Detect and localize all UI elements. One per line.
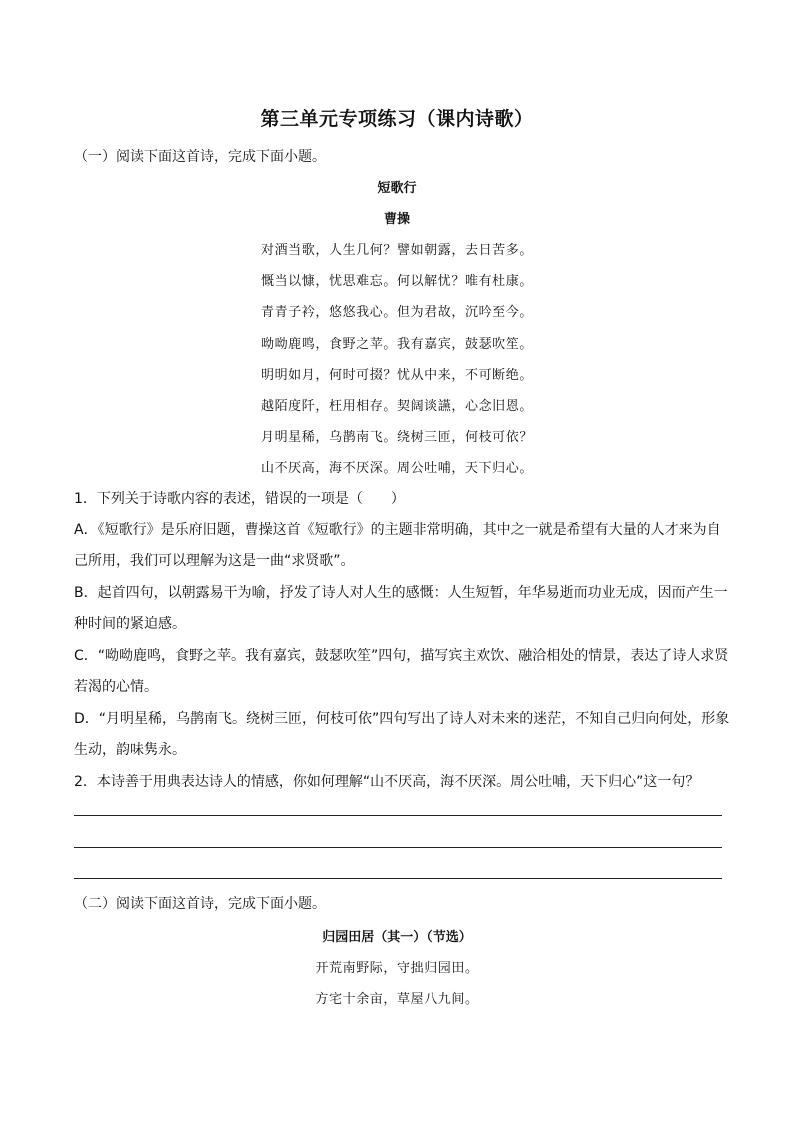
poem-1-title: 短歌行 bbox=[377, 181, 417, 196]
section-1-heading: （一）阅读下面这首诗，完成下面小题。 bbox=[74, 149, 326, 165]
poem-1-line: 对酒当歌，人生几何？譬如朝露，去日苦多。 bbox=[260, 243, 533, 258]
answer-line[interactable] bbox=[74, 878, 722, 879]
page-title: 第三单元专项练习（课内诗歌） bbox=[260, 108, 534, 130]
poem-2-line: 开荒南野际，守拙归园田。 bbox=[315, 961, 479, 976]
question-1-option-d: D．“月明星稀，乌鹊南飞。绕树三匝，何枝可依”四句写出了诗人对未来的迷茫，不知自己归向何处，形象 bbox=[74, 711, 730, 727]
answer-line[interactable] bbox=[74, 847, 722, 848]
question-1-option-a: A．《短歌行》是乐府旧题，曹操这首《短歌行》的主题非常明确，其中之一就是希望有大量的人才来为自 bbox=[74, 522, 721, 538]
question-1-option-c: C．“呦呦鹿鸣，食野之苹。我有嘉宾，鼓瑟吹笙”四句，描写宾主欢饮、融洽相处的情景，表达了诗人求贤 bbox=[74, 648, 729, 664]
question-1-option-c-cont: 若渴的心情。 bbox=[74, 679, 158, 695]
answer-line[interactable] bbox=[74, 815, 722, 816]
poem-1-line: 慨当以慷，忧思难忘。何以解忧？唯有杜康。 bbox=[260, 274, 533, 289]
poem-2-line: 方宅十余亩，草屋八九间。 bbox=[315, 992, 479, 1007]
poem-1-author: 曹操 bbox=[383, 212, 410, 227]
question-1-option-b: B．起首四句，以朝露易干为喻，抒发了诗人对人生的感慨：人生短暂，年华易逝而功业无成，因而产生一 bbox=[74, 585, 728, 601]
question-1-option-d-cont: 生动，韵味隽永。 bbox=[74, 742, 186, 758]
poem-1-line: 呦呦鹿鸣，食野之苹。我有嘉宾，鼓瑟吹笙。 bbox=[260, 337, 533, 352]
section-2-heading: （二）阅读下面这首诗，完成下面小题。 bbox=[74, 896, 326, 912]
question-2-stem: 2．本诗善于用典表达诗人的情感，你如何理解“山不厌高，海不厌深。周公吐哺，天下归心”这一句？ bbox=[74, 774, 700, 790]
poem-1-line: 明明如月，何时可掇？忧从中来，不可断绝。 bbox=[260, 368, 533, 383]
poem-1-line: 青青子衿，悠悠我心。但为君故，沉吟至今。 bbox=[260, 305, 533, 320]
question-1-option-a-cont: 己所用，我们可以理解为这是一曲“求贤歌”。 bbox=[74, 553, 355, 569]
poem-1-line: 月明星稀，乌鹊南飞。绕树三匝，何枝可依？ bbox=[260, 430, 533, 445]
question-1-stem: 1．下列关于诗歌内容的表述，错误的一项是（ ） bbox=[74, 491, 405, 507]
poem-1-line: 越陌度阡，枉用相存。契阔谈讌，心念旧恩。 bbox=[260, 399, 533, 414]
poem-1-line: 山不厌高，海不厌深。周公吐哺，天下归心。 bbox=[260, 461, 533, 476]
question-1-option-b-cont: 种时间的紧迫感。 bbox=[74, 616, 186, 632]
poem-2-title: 归园田居（其一）（节选） bbox=[322, 930, 472, 945]
